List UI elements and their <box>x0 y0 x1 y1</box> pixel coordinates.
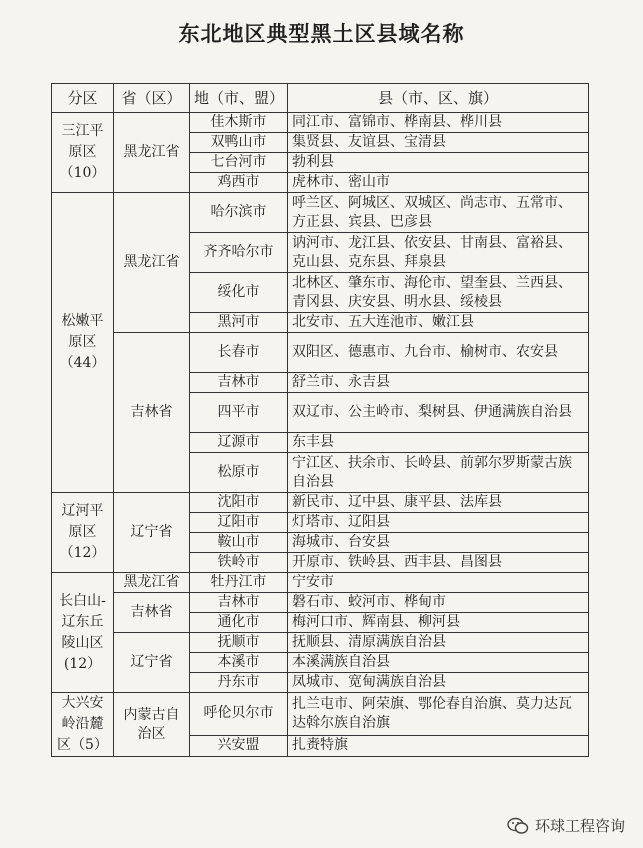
city-cell: 双鸭山市 <box>190 133 288 153</box>
county-table <box>51 83 589 757</box>
city-cell: 辽阳市 <box>190 513 288 533</box>
city-cell: 鞍山市 <box>190 533 288 553</box>
province-cell: 吉林省 <box>114 333 190 493</box>
province-cell: 辽宁省 <box>114 493 190 573</box>
county-cell: 梅河口市、辉南县、柳河县 <box>288 613 589 633</box>
province-cell: 黑龙江省 <box>114 573 190 593</box>
city-cell: 佳木斯市 <box>190 113 288 133</box>
table-row <box>52 493 589 513</box>
county-cell: 呼兰区、阿城区、双城区、尚志市、五常市、方正县、宾县、巴彦县 <box>288 193 589 233</box>
city-cell: 辽源市 <box>190 433 288 453</box>
county-cell: 本溪满族自治县 <box>288 653 589 673</box>
county-cell: 抚顺县、清原满族自治县 <box>288 633 589 653</box>
county-cell: 勃利县 <box>288 153 589 173</box>
city-cell: 沈阳市 <box>190 493 288 513</box>
county-cell: 宁江区、扶余市、长岭县、前郭尔罗斯蒙古族自治县 <box>288 453 589 493</box>
watermark <box>507 815 625 836</box>
zone-cell: 辽河平原区（12） <box>52 493 114 573</box>
table-row <box>52 633 589 653</box>
zone-cell: 长白山-辽东丘陵山区(12） <box>52 573 114 693</box>
city-cell: 七台河市 <box>190 153 288 173</box>
header-county: 县（市、区、旗） <box>288 84 589 113</box>
county-cell: 东丰县 <box>288 433 589 453</box>
city-cell: 四平市 <box>190 393 288 433</box>
city-cell: 长春市 <box>190 333 288 373</box>
county-cell: 双阳区、德惠市、九台市、榆树市、农安县 <box>288 333 589 373</box>
table-row <box>52 693 589 736</box>
city-cell: 本溪市 <box>190 653 288 673</box>
city-cell: 呼伦贝尔市 <box>190 693 288 736</box>
county-cell: 同江市、富锦市、桦南县、桦川县 <box>288 113 589 133</box>
watermark-text: 环球工程咨询 <box>534 817 625 835</box>
city-cell: 铁岭市 <box>190 553 288 573</box>
zone-cell: 松嫩平原区（44） <box>52 193 114 493</box>
table-row <box>52 573 589 593</box>
county-cell: 北林区、肇东市、海伦市、望奎县、兰西县、青冈县、庆安县、明水县、绥棱县 <box>288 273 589 313</box>
header-zone: 分区 <box>52 84 114 113</box>
city-cell: 黑河市 <box>190 313 288 333</box>
table-row <box>52 193 589 233</box>
county-cell: 集贤县、友谊县、宝清县 <box>288 133 589 153</box>
city-cell: 绥化市 <box>190 273 288 313</box>
city-cell: 松原市 <box>190 453 288 493</box>
province-cell: 吉林省 <box>114 593 190 633</box>
county-cell: 海城市、台安县 <box>288 533 589 553</box>
city-cell: 齐齐哈尔市 <box>190 233 288 273</box>
page-title: 东北地区典型黑土区县域名称 <box>178 22 465 46</box>
city-cell: 牡丹江市 <box>190 573 288 593</box>
city-cell: 吉林市 <box>190 593 288 613</box>
county-cell: 灯塔市、辽阳县 <box>288 513 589 533</box>
table-row <box>52 333 589 373</box>
header-province: 省（区） <box>114 84 190 113</box>
county-cell: 北安市、五大连池市、嫩江县 <box>288 313 589 333</box>
county-cell: 扎赉特旗 <box>288 735 589 756</box>
wechat-icon <box>507 817 529 835</box>
province-cell: 黑龙江省 <box>114 113 190 193</box>
zone-cell: 三江平原区（10） <box>52 113 114 193</box>
city-cell: 抚顺市 <box>190 633 288 653</box>
county-cell: 宁安市 <box>288 573 589 593</box>
province-cell: 辽宁省 <box>114 633 190 693</box>
county-cell: 虎林市、密山市 <box>288 173 589 193</box>
county-cell: 扎兰屯市、阿荣旗、鄂伦春自治旗、莫力达瓦达斡尔族自治旗 <box>288 693 589 736</box>
county-cell: 磐石市、蛟河市、桦甸市 <box>288 593 589 613</box>
city-cell: 吉林市 <box>190 373 288 393</box>
city-cell: 鸡西市 <box>190 173 288 193</box>
zone-cell: 大兴安岭沿麓区（5） <box>52 693 114 757</box>
city-cell: 兴安盟 <box>190 735 288 756</box>
table-row <box>52 113 589 133</box>
city-cell: 丹东市 <box>190 673 288 693</box>
county-cell: 开原市、铁岭县、西丰县、昌图县 <box>288 553 589 573</box>
table-row <box>52 593 589 613</box>
county-cell: 凤城市、宽甸满族自治县 <box>288 673 589 693</box>
header-city: 地（市、盟） <box>190 84 288 113</box>
province-cell: 内蒙古自治区 <box>114 693 190 757</box>
county-cell: 讷河市、龙江县、依安县、甘南县、富裕县、克山县、克东县、拜泉县 <box>288 233 589 273</box>
county-cell: 舒兰市、永吉县 <box>288 373 589 393</box>
city-cell: 通化市 <box>190 613 288 633</box>
city-cell: 哈尔滨市 <box>190 193 288 233</box>
county-cell: 双辽市、公主岭市、梨树县、伊通满族自治县 <box>288 393 589 433</box>
table-header-row <box>52 84 589 113</box>
province-cell: 黑龙江省 <box>114 193 190 333</box>
county-cell: 新民市、辽中县、康平县、法库县 <box>288 493 589 513</box>
